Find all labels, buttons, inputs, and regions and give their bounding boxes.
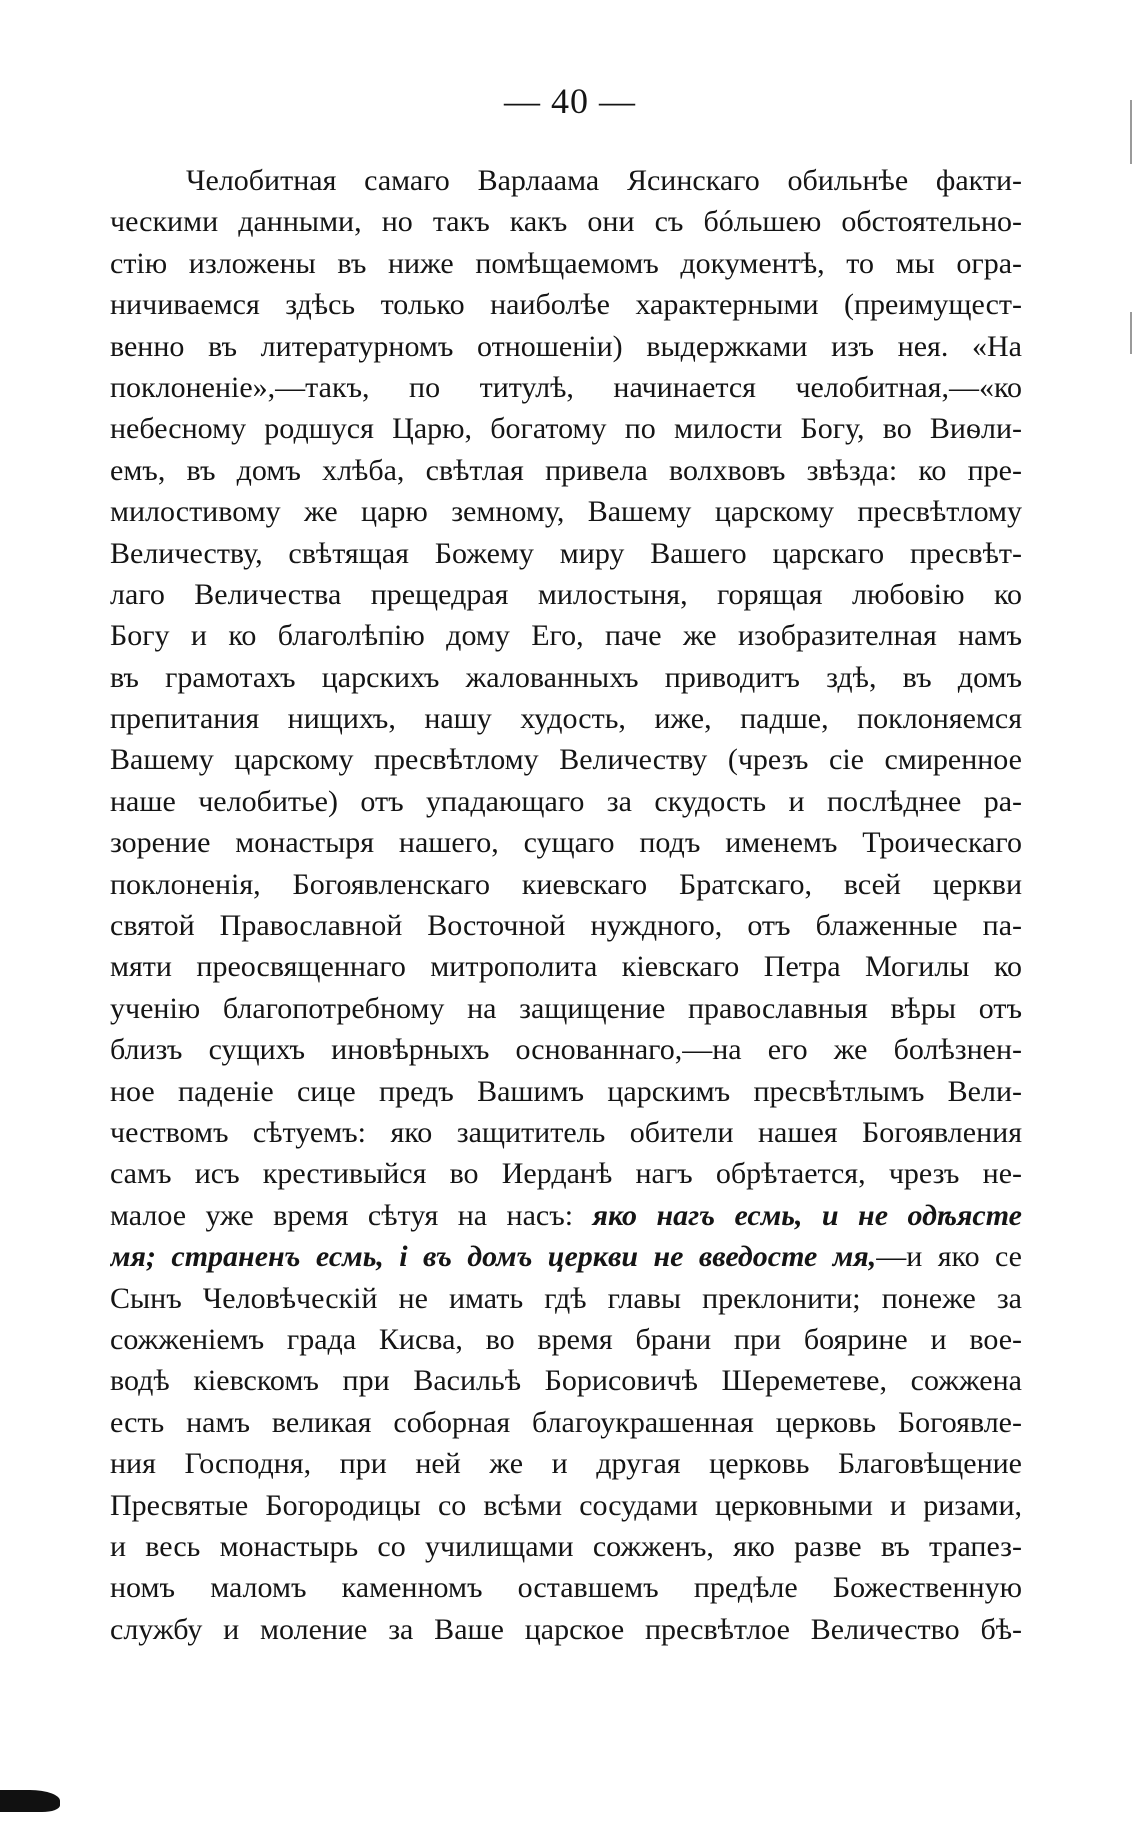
text-line: номъ маломъ каменномъ оставшемъ предѣле Божественную (110, 1571, 1022, 1605)
text-line: небесному родшуся Царю, богатому по милости Богу, во Виѳли- (110, 412, 1022, 446)
text-line: сожженіемъ града Кисва, во время брани при боярине и вое- (110, 1322, 1022, 1356)
text-line: Богу и ко благолѣпію дому Его, паче же изобразителная намъ (110, 619, 1022, 653)
line-segment: —и яко се (876, 1240, 1022, 1274)
scan-corner-blot (0, 1790, 60, 1812)
text-line: въ грамотахъ царскихъ жалованныхъ приводитъ здѣ, въ домъ (110, 660, 1022, 694)
text-line: ное паденіе сице предъ Вашимъ царскимъ пресвѣтлымъ Вели- (110, 1074, 1022, 1108)
line-segment: малое уже время сѣтуя на насъ: (110, 1198, 593, 1232)
text-line: чествомъ сѣтуемъ: яко защититель обители нашея Богоявления (110, 1115, 1022, 1149)
scan-margin-mark (1130, 312, 1132, 354)
text-line: ничиваемся здѣсь только наиболѣе характерными (преимущест- (110, 288, 1022, 322)
text-line: мяти преосвященнаго митрополита кіевскаго Петра Могилы ко (110, 950, 1022, 984)
scripture-quote: мя; страненъ есмь, і въ домъ церкви не введосте мя, (110, 1240, 877, 1274)
scan-margin-mark (1130, 100, 1132, 164)
text-line: венно въ литературномъ отношеніи) выдержками изъ нея. «На (110, 329, 1022, 363)
text-line: милостивому же царю земному, Вашему царскому пресвѣтлому (110, 495, 1022, 529)
text-line: ученію благопотребному на защищение православныя вѣры отъ (110, 991, 1022, 1025)
text-line: ческими данными, но такъ какъ они съ бóльшею обстоятельно- (110, 205, 1022, 239)
text-line: Пресвятые Богородицы со всѣми сосудами церковными и ризами, (110, 1488, 1022, 1522)
text-line: стію изложены въ ниже помѣщаемомъ документѣ, то мы огра- (110, 246, 1022, 280)
scripture-quote: яко нагъ есмь, и не одѣясте (592, 1198, 1022, 1232)
text-line-with-quote (110, 1195, 1022, 1236)
text-line: лаго Величества прещедрая милостыня, горящая любовію ко (110, 577, 1022, 611)
text-line: и весь монастырь со училищами сожженъ, яко разве въ трапез- (110, 1529, 1022, 1563)
text-line: водѣ кіевскомъ при Васильѣ Борисовичѣ Шереметеве, сожжена (110, 1364, 1022, 1398)
text-line: емъ, въ домъ хлѣба, свѣтлая привела волхвовъ звѣзда: ко пре- (110, 453, 1022, 487)
text-line: близъ сущихъ иновѣрныхъ основаннаго,—на его же болѣзнен- (110, 1033, 1022, 1067)
text-line: Величеству, свѣтящая Божему миру Вашего царскаго пресвѣт- (110, 536, 1022, 570)
text-line: наше челобитье) отъ упадающаго за скудость и послѣднее ра- (110, 784, 1022, 818)
text-line: зорение монастыря нашего, сущаго подъ именемъ Троическаго (110, 826, 1022, 860)
text-line: святой Православной Восточной нуждного, отъ блаженные па- (110, 909, 1022, 943)
body-text (110, 160, 1022, 1650)
text-line: службу и моление за Ваше царское пресвѣтлое Величество бѣ- (110, 1612, 1022, 1646)
text-line: самъ исъ крестивыйся во Иерданѣ нагъ обрѣтается, чрезъ не- (110, 1157, 1022, 1191)
text-line: поклоненіе»,—такъ, по титулѣ, начинается челобитная,—«ко (110, 370, 1022, 404)
text-line: есть намъ великая соборная благоукрашенная церковь Богоявле- (110, 1405, 1022, 1439)
text-line: Вашему царскому пресвѣтлому Величеству (чрезъ сіе смиренное (110, 743, 1022, 777)
text-line: Сынъ Человѣческій не имать гдѣ главы преклонити; понеже за (110, 1281, 1022, 1315)
page-number: — 40 — (504, 81, 636, 121)
text-line-with-quote (110, 1236, 1022, 1277)
text-line: препитания нищихъ, нашу худость, иже, падше, поклоняемся (110, 702, 1022, 736)
text-line: ния Господня, при ней же и другая церковь Благовѣщение (110, 1447, 1022, 1481)
text-line: поклоненія, Богоявленскаго киевскаго Братскаго, всей церкви (110, 867, 1022, 901)
text-line: Челобитная самаго Варлаама Ясинскаго обильнѣе факти- (186, 164, 1022, 197)
